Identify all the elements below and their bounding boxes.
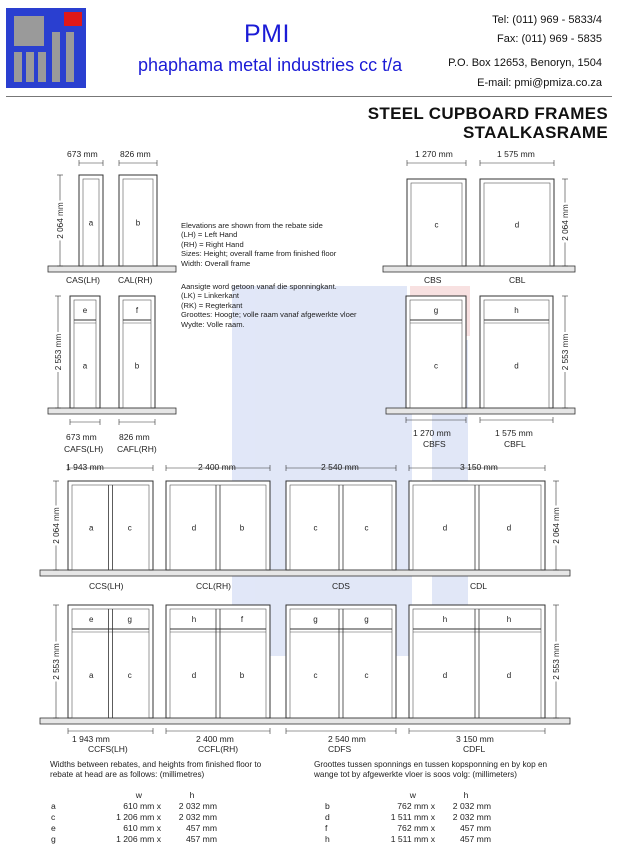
note-line: Aansigte word getoon vanaf die sponningkant.: [181, 282, 337, 291]
floor-slab: [48, 408, 176, 414]
width-label: 1 575 mm: [497, 149, 535, 159]
row-key: e: [51, 822, 56, 833]
panel-letter: d: [506, 671, 512, 680]
panel-letter: d: [442, 523, 448, 533]
contact-fax: Fax: (011) 969 - 5835: [497, 33, 602, 45]
row-width: 610 mm x: [123, 800, 161, 811]
panel-letter: d: [506, 523, 512, 533]
panel-letter: a: [88, 218, 94, 228]
document-title-af: STAALKASRAME: [463, 123, 608, 142]
width-label: 1 270 mm: [413, 428, 451, 438]
col-header-w: w: [135, 789, 142, 800]
width-label: 1 270 mm: [415, 149, 453, 159]
document-title: STEEL CUPBOARD FRAMES: [367, 104, 608, 123]
height-label: 2 064 mm: [52, 507, 61, 544]
row-width: 1 206 mm x: [116, 833, 161, 844]
row-key: a: [51, 800, 56, 811]
table-row: [322, 822, 494, 833]
col-header-h: h: [463, 789, 469, 800]
width-label: 1 943 mm: [66, 462, 104, 472]
table-row: [322, 811, 494, 822]
floor-slab: [383, 266, 575, 272]
panel-letter: b: [239, 523, 245, 533]
panel-letter: c: [364, 523, 369, 533]
width-label: 1 575 mm: [495, 428, 533, 438]
table-row: [322, 800, 494, 811]
panel-letter: c: [364, 671, 369, 680]
dimension-table-left: [48, 789, 220, 844]
note-line: (RH) = Right Hand: [181, 239, 244, 249]
width-label: 673 mm: [67, 149, 98, 159]
row-height: 457 mm: [185, 822, 217, 833]
row-height: 2 032 mm: [178, 811, 217, 822]
frame-code: CBS: [424, 275, 442, 285]
panel-letter: c: [434, 220, 439, 230]
height-label: 2 064 mm: [561, 204, 570, 241]
panel-letter: h: [191, 615, 197, 624]
frame-code: CAFL(RH): [117, 444, 157, 454]
row-height: 457 mm: [459, 833, 491, 844]
row-height: 457 mm: [185, 833, 217, 844]
width-label: 2 400 mm: [198, 462, 236, 472]
row-key: f: [325, 822, 328, 833]
row-height: 457 mm: [459, 822, 491, 833]
width-label: 2 540 mm: [321, 462, 359, 472]
panel-letter: f: [240, 615, 244, 624]
note-line: Sizes: Height; overall frame from finished floor: [181, 249, 337, 259]
row-width: 1 206 mm x: [116, 811, 161, 822]
floor-slab: [386, 408, 575, 414]
panel-letter: c: [313, 523, 318, 533]
row-width: 610 mm x: [123, 822, 161, 833]
row-width: 762 mm x: [397, 800, 435, 811]
panel-letter: e: [89, 615, 94, 624]
footer-note-afrikaans: [314, 760, 547, 779]
note-line: Elevations are shown from the rebate side: [181, 221, 323, 230]
frame-outline: [68, 481, 153, 570]
frame-outline: [286, 481, 396, 570]
panel-letter: g: [313, 615, 318, 624]
height-label: 2 553 mm: [54, 333, 63, 371]
panel-letter: c: [127, 671, 132, 680]
row-key: h: [325, 833, 330, 844]
frame-code: CCL(RH): [196, 581, 231, 591]
row-key: c: [51, 811, 56, 822]
footer-line: Widths between rebates, and heights from finished floor to: [50, 760, 262, 769]
col-header-h: h: [189, 789, 195, 800]
panel-letter: g: [127, 615, 132, 624]
panel-letter: h: [442, 615, 448, 624]
frame-outline: [286, 605, 396, 718]
height-label: 2 553 mm: [552, 643, 561, 680]
panel-letter: e: [82, 306, 88, 315]
panel-letter: d: [514, 361, 519, 371]
frame-code: CBL: [509, 275, 526, 285]
width-label: 826 mm: [120, 149, 151, 159]
note-line: Groottes: Hoogte; volle raam vanaf afgewerkte vloer: [181, 310, 357, 320]
note-line: (RK) = Regterkant: [181, 300, 243, 310]
width-label: 3 150 mm: [460, 462, 498, 472]
company-name: PMI: [244, 20, 290, 48]
panel-letter: h: [514, 306, 519, 315]
width-label: 1 943 mm: [72, 734, 110, 744]
panel-letter: a: [82, 361, 88, 371]
row-key: b: [325, 800, 330, 811]
table-row: [48, 822, 220, 833]
table-row: [48, 811, 220, 822]
width-label: 2 540 mm: [328, 734, 366, 744]
panel-letter: g: [433, 306, 439, 315]
panel-letter: b: [134, 361, 140, 371]
contact-po-box: P.O. Box 12653, Benoryn, 1504: [448, 57, 602, 69]
panel-letter: c: [313, 671, 318, 680]
frame-code: CDFL: [463, 744, 486, 754]
frame-outline: [409, 605, 545, 718]
height-label: 2 553 mm: [52, 643, 61, 680]
panel-letter: d: [442, 671, 448, 680]
note-line: Width: Overall frame: [181, 258, 251, 268]
footer-line: rebate at head are as follows: (millimetres): [50, 769, 205, 779]
panel-letter: b: [135, 218, 141, 228]
frame-outline: [166, 605, 270, 718]
height-label: 2 064 mm: [56, 202, 65, 239]
row-height: 2 032 mm: [452, 811, 491, 822]
frame-code: CBFL: [504, 439, 526, 449]
notes-afrikaans: [181, 282, 357, 329]
floor-slab: [48, 266, 176, 272]
note-line: Wydte: Volle raam.: [181, 319, 245, 329]
panel-letter: d: [191, 671, 197, 680]
frame-code: CAFS(LH): [64, 444, 104, 454]
note-line: (LK) = Linkerkant: [181, 291, 240, 301]
panel-letter: a: [89, 671, 94, 680]
frame-code: CDFS: [328, 744, 352, 754]
dimension-table-right: [322, 789, 494, 844]
table-row: [48, 833, 220, 844]
floor-slab: [40, 570, 570, 576]
frame-code: CDL: [470, 581, 488, 591]
frame-code: CCS(LH): [89, 581, 124, 591]
table-row: [48, 800, 220, 811]
panel-letter: f: [135, 306, 139, 315]
row-key: g: [51, 833, 56, 844]
panel-letter: g: [364, 615, 369, 624]
frame-code: CCFL(RH): [198, 744, 239, 754]
col-header-w: w: [409, 789, 416, 800]
height-label: 2 553 mm: [561, 333, 570, 371]
note-line: (LH) = Left Hand: [181, 230, 238, 240]
frame-code: CCFS(LH): [88, 744, 128, 754]
row-width: 1 511 mm x: [390, 833, 435, 844]
frame-code: CBFS: [423, 439, 446, 449]
width-label: 826 mm: [119, 432, 150, 442]
row-height: 2 032 mm: [452, 800, 491, 811]
notes-english: [181, 221, 336, 268]
panel-letter: c: [127, 523, 132, 533]
footer-note-english: [50, 760, 261, 779]
frame-outline: [68, 605, 153, 718]
footer-line: wange tot by afgewerkte vloer is soos volg: (millimeters): [314, 769, 517, 779]
row-height: 2 032 mm: [178, 800, 217, 811]
footer-line: Groottes tussen sponnings en tussen kopsponning en by kop en: [314, 760, 548, 769]
panel-letter: a: [89, 523, 94, 533]
panel-letter: h: [506, 615, 512, 624]
row-width: 1 511 mm x: [390, 811, 435, 822]
width-label: 673 mm: [66, 432, 97, 442]
row-key: d: [325, 811, 330, 822]
frame-outline: [409, 481, 545, 570]
panel-letter: c: [434, 361, 438, 371]
contact-tel: Tel: (011) 969 - 5833/4: [492, 14, 602, 26]
frame-code: CDS: [332, 581, 350, 591]
panel-letter: d: [191, 523, 197, 533]
contact-email: E-mail: pmi@pmiza.co.za: [477, 77, 602, 89]
width-label: 2 400 mm: [196, 734, 234, 744]
frame-code: CAS(LH): [66, 275, 101, 285]
panel-letter: d: [514, 220, 520, 230]
panel-letter: b: [239, 671, 245, 680]
table-row: [322, 833, 494, 844]
row-width: 762 mm x: [397, 822, 435, 833]
frame-outline: [166, 481, 270, 570]
width-label: 3 150 mm: [456, 734, 494, 744]
company-subtitle: phaphama metal industries cc t/a: [138, 55, 403, 75]
height-label: 2 064 mm: [552, 507, 561, 544]
floor-slab: [40, 718, 570, 724]
frame-code: CAL(RH): [118, 275, 153, 285]
